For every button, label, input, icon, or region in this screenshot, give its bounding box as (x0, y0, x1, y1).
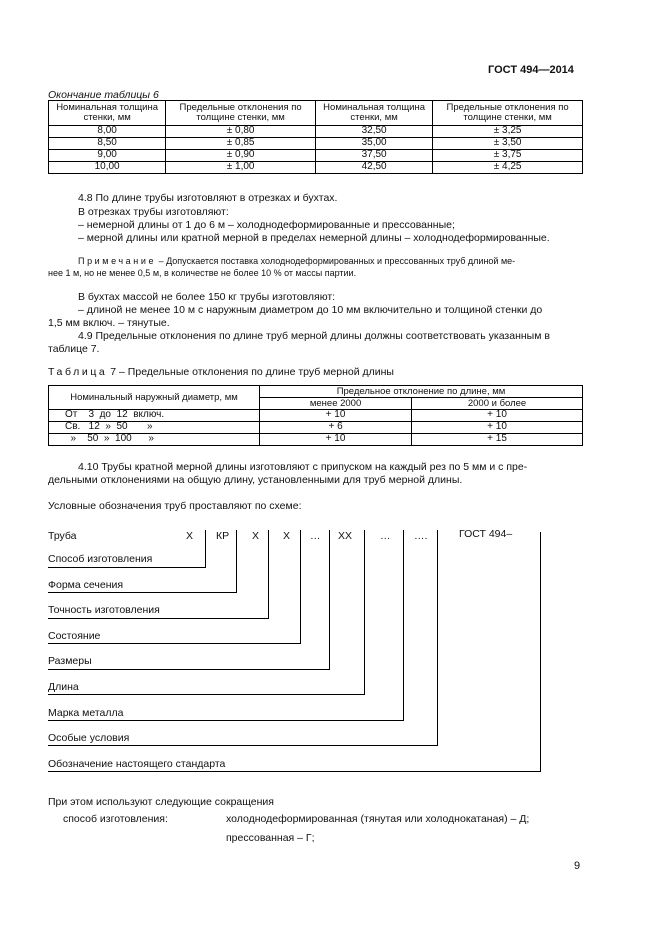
table-cell: 8,00 (49, 126, 166, 138)
table-cell: От 3 до 12 включ. (49, 410, 260, 422)
scheme-label: Длина (48, 681, 79, 693)
table7-title: 7 – Предельные отклонения по длине труб мерной длины (107, 366, 394, 378)
scheme-code: КР (216, 530, 230, 542)
scheme-label: Способ изготовления (48, 553, 153, 565)
table-cell: + 10 (412, 410, 583, 422)
table-cell: Св. 12 » 50 » (49, 422, 260, 434)
scheme-code: Х (283, 530, 291, 542)
paragraph-4-9: таблице 7. (48, 343, 100, 355)
table7-caption (48, 366, 394, 379)
paragraph-4-10: 4.10 Трубы кратной мерной длины изготовляют с припуском на каждый рез по 5 мм и с пре- (78, 461, 528, 473)
scheme-label: Марка металла (48, 707, 124, 719)
table-cell: ± 4,25 (433, 162, 583, 174)
table7-header: 2000 и более (412, 398, 583, 410)
table-cell: 37,50 (315, 150, 432, 162)
abbr-intro: При этом используют следующие сокращения (48, 796, 274, 808)
table-row (49, 410, 583, 422)
table-cell: 9,00 (49, 150, 166, 162)
table-row (49, 138, 583, 150)
table-cell: + 10 (260, 434, 412, 446)
scheme-code: … (310, 530, 321, 542)
scheme-intro: Условные обозначения труб проставляют по схеме: (48, 500, 302, 512)
table7-header: Номинальный наружный диаметр, мм (49, 386, 260, 410)
paragraph-4-8: 4.8 По длине трубы изготовляют в отрезках и бухтах. (78, 192, 338, 204)
table-cell: ± 3,50 (433, 138, 583, 150)
paragraph: В бухтах массой не более 150 кг трубы изготовляют: (78, 291, 336, 303)
table6-caption: Окончание таблицы 6 (48, 89, 159, 101)
table-cell: 10,00 (49, 162, 166, 174)
note-label: Примечание (78, 256, 157, 266)
scheme-code: … (380, 530, 391, 542)
scheme-code: Труба (48, 530, 77, 542)
table-row (49, 434, 583, 446)
table6-header: Номинальная толщина стенки, мм (49, 101, 166, 126)
scheme-code: …. (414, 530, 428, 542)
note-text: – Допускается поставка холоднодеформированных и прессованных труб длиной ме- (156, 256, 516, 266)
scheme-label: Особые условия (48, 732, 130, 744)
table-row (49, 126, 583, 138)
scheme-label: Форма сечения (48, 579, 124, 591)
scheme-code: ХХ (338, 530, 353, 542)
scheme-code: ГОСТ 494– (459, 528, 513, 540)
table6 (48, 100, 583, 174)
document-header: ГОСТ 494—2014 (488, 64, 574, 76)
abbr-definition: холоднодеформированная (тянутая или холоднокатаная) – Д; (226, 813, 530, 825)
table6-header: Предельные отклонения по толщине стенки, мм (433, 101, 583, 126)
scheme-code: Х (252, 530, 260, 542)
paragraph: В отрезках трубы изготовляют: (78, 206, 229, 218)
table-cell: 32,50 (315, 126, 432, 138)
table-cell: ± 3,75 (433, 150, 583, 162)
table-cell: ± 3,25 (433, 126, 583, 138)
list-item: – немерной длины от 1 до 6 м – холоднодеформированные и прессованные; (78, 219, 455, 231)
table-cell: ± 1,00 (166, 162, 316, 174)
table7-header: Предельное отклонение по длине, мм (260, 386, 583, 398)
abbr-definition: прессованная – Г; (226, 832, 315, 844)
table-cell: 8,50 (49, 138, 166, 150)
table-cell: + 6 (260, 422, 412, 434)
table-cell: + 10 (260, 410, 412, 422)
table7-label: Таблица (48, 366, 108, 378)
table-cell: + 15 (412, 434, 583, 446)
scheme-label: Размеры (48, 655, 92, 667)
table-row (49, 162, 583, 174)
list-item: – длиной не менее 10 м с наружным диаметром до 10 мм включительно и толщиной стенки до (78, 304, 543, 316)
table-cell: » 50 » 100 » (49, 434, 260, 446)
paragraph-4-10: дельными отклонениями на общую длину, установленными для труб мерной длины. (48, 474, 463, 486)
paragraph-4-9: 4.9 Предельные отклонения по длине труб мерной длины должны соответствовать указанным в (78, 330, 550, 342)
table-cell: 42,50 (315, 162, 432, 174)
table6-header: Предельные отклонения по толщине стенки, мм (166, 101, 316, 126)
table-row (49, 422, 583, 434)
scheme-label: Состояние (48, 630, 101, 642)
scheme-label: Точность изготовления (48, 604, 160, 616)
scheme-label: Обозначение настоящего стандарта (48, 758, 226, 770)
abbr-term: способ изготовления: (63, 813, 168, 825)
page-number: 9 (574, 860, 581, 872)
table-row (49, 150, 583, 162)
table7 (48, 385, 583, 446)
scheme-code: Х (186, 530, 194, 542)
table-cell: ± 0,90 (166, 150, 316, 162)
list-item: – мерной длины или кратной мерной в пределах немерной длины – холоднодеформированные. (78, 232, 550, 244)
note-text: нее 1 м, но не менее 0,5 м, в количестве не более 10 % от массы партии. (48, 268, 357, 278)
table-cell: 35,00 (315, 138, 432, 150)
list-item: 1,5 мм включ. – тянутые. (48, 317, 170, 329)
table6-header: Номинальная толщина стенки, мм (315, 101, 432, 126)
table-cell: + 10 (412, 422, 583, 434)
table7-header: менее 2000 (260, 398, 412, 410)
table-cell: ± 0,85 (166, 138, 316, 150)
table-cell: ± 0,80 (166, 126, 316, 138)
